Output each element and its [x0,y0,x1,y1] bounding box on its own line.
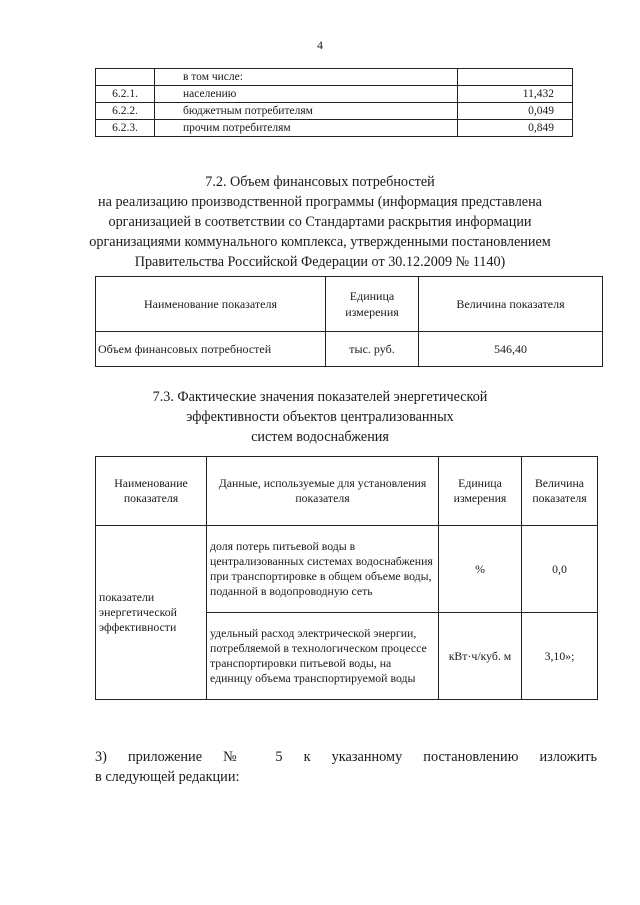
indicator-category: показатели энергетической эффективности [96,526,207,700]
heading-line: организациями коммунального комплекса, утвержденными постановлением [89,234,551,250]
column-header: Величина показателя [522,457,598,526]
heading-line: 7.3. Фактические значения показателей энергетической [152,389,488,405]
indicator-value: 3,10»; [522,613,598,700]
row-number [96,69,155,86]
section-7-2-heading [0,172,640,272]
row-number: 6.2.3. [96,120,155,137]
row-number: 6.2.2. [96,103,155,120]
table-row [96,86,573,103]
heading-line: 7.2. Объем финансовых потребностей [205,174,435,190]
column-header: Наименование показателя [96,277,326,332]
paragraph-3-line-2: в следующей редакции: [95,769,240,785]
section-7-3-heading [0,387,640,447]
financial-needs-table [95,276,603,367]
table-row [96,69,573,86]
heading-line: на реализацию производственной программы (информация представлена [98,194,542,210]
row-name: в том числе: [155,69,458,86]
heading-line: Правительства Российской Федерации от 30.12.2009 № 1140) [134,254,506,270]
row-name: бюджетным потребителям [155,103,458,120]
page-number: 4 [317,38,323,52]
row-value [458,69,573,86]
column-header: Единица измерения [439,457,522,526]
heading-line: организацией в соответствии со Стандартами раскрытия информации [108,214,532,230]
row-value: 0,849 [458,120,573,137]
consumers-table [95,68,573,137]
row-value: 11,432 [458,86,573,103]
row-name: населению [155,86,458,103]
table-header-row [96,277,603,332]
table-row [96,332,603,367]
table-row [96,526,598,613]
row-number: 6.2.1. [96,86,155,103]
column-header: Данные, используемые для установления показателя [207,457,439,526]
heading-line: систем водоснабжения [251,429,389,445]
row-value: 0,049 [458,103,573,120]
column-header: Единица измерения [326,277,419,332]
indicator-unit: % [439,526,522,613]
energy-efficiency-table [95,456,598,700]
indicator-description: доля потерь питьевой воды в централизованных системах водоснабжения при транспортировке в общем объеме воды, поданной в водопроводную сеть [207,526,439,613]
column-header: Наименование показателя [96,457,207,526]
table-header-row [96,457,598,526]
column-header: Величина показателя [419,277,603,332]
paragraph-3-line-1: 3) приложение № 5 к указанному постановлению изложить [95,749,597,765]
row-value: 546,40 [419,332,603,367]
indicator-description: удельный расход электрической энергии, потребляемой в технологическом процессе транспортировки питьевой воды, на единицу объема транспортируемой воды [207,613,439,700]
table-row [96,103,573,120]
heading-line: эффективности объектов централизованных [186,409,454,425]
row-name: Объем финансовых потребностей [96,332,326,367]
row-unit: тыс. руб. [326,332,419,367]
indicator-value: 0,0 [522,526,598,613]
row-name: прочим потребителям [155,120,458,137]
indicator-unit: кВт·ч/куб. м [439,613,522,700]
table-row [96,120,573,137]
